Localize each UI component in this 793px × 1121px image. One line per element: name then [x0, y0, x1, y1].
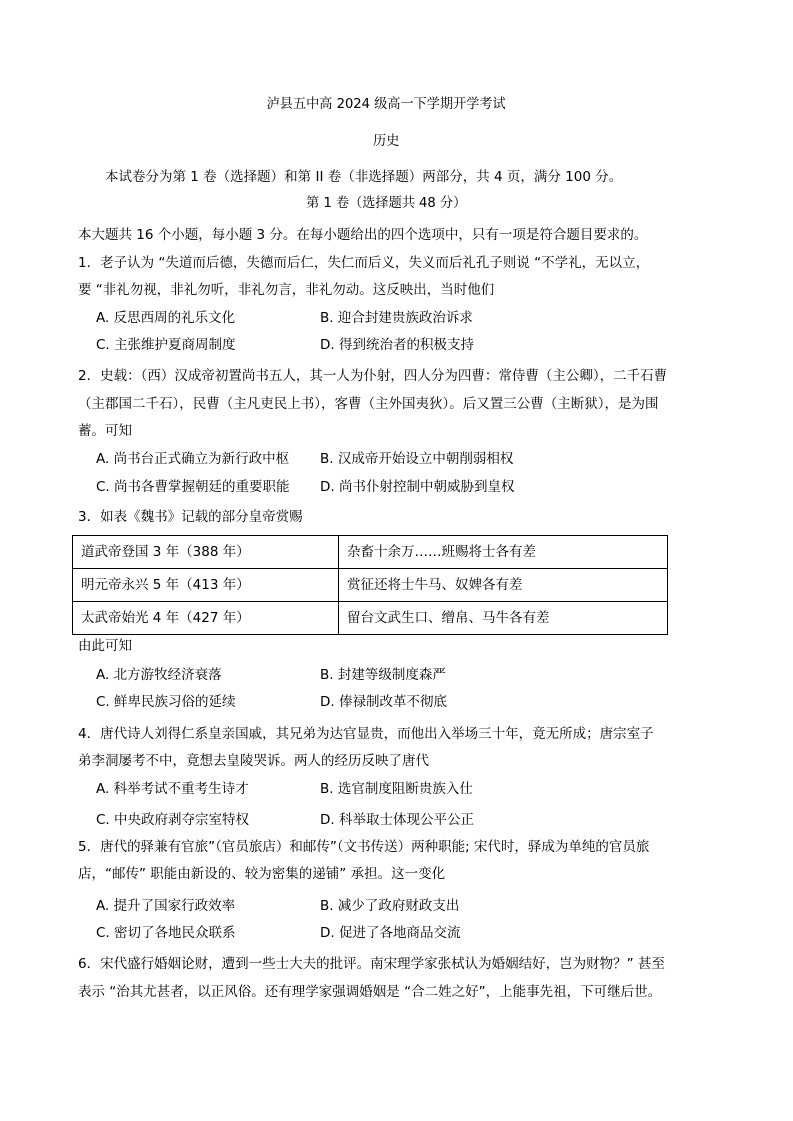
question-4-option-c[interactable]: C. 中央政府剥夺宗室特权	[96, 812, 250, 828]
question-6-line-2: 表示 “治其尤甚者，以正风俗。还有理学家强调婚姻是 “合二姓之好”，上能事先祖，下可继后世。	[78, 984, 662, 1000]
question-4-option-a[interactable]: A. 科举考试不重考生诗才	[96, 781, 249, 797]
question-4-option-d[interactable]: D. 科举取士体现公平公正	[320, 812, 474, 828]
exam-title: 泸县五中高 2024 级高一下学期开学考试	[266, 96, 506, 112]
question-1-line-1: 1．老子认为 “失道而后德，失德而后仁，失仁而后义，失义而后礼孔子则说 “不学礼，无以立，	[78, 255, 650, 271]
question-2-option-c[interactable]: C. 尚书各曹掌握朝廷的重要职能	[96, 479, 290, 495]
question-2-line-3: 蓄。可知	[78, 423, 132, 439]
table-cell: 杂畜十余万……班赐将士各有差	[339, 536, 668, 569]
exam-intro: 本试卷分为第 1 卷（选择题）和第 II 卷（非选择题）两部分，共 4 页，满分 100 分。	[105, 169, 623, 185]
question-3-option-d[interactable]: D. 俸禄制改革不彻底	[320, 694, 447, 710]
question-5-option-c[interactable]: C. 密切了各地民众联系	[96, 925, 236, 941]
question-5-option-b[interactable]: B. 减少了政府财政支出	[320, 898, 460, 914]
question-5-line-2: 店，“邮传” 职能由新设的、较为密集的递铺” 承担。这一变化	[78, 866, 446, 882]
question-5-option-a[interactable]: A. 提升了国家行政效率	[96, 898, 236, 914]
question-2-option-a[interactable]: A. 尚书台正式确立为新行政中枢	[96, 451, 290, 467]
question-5-option-d[interactable]: D. 促进了各地商品交流	[320, 925, 461, 941]
table-cell: 赏征还将士牛马、奴婢各有差	[339, 569, 668, 602]
question-2-line-2: （主郡国二千石），民曹（主凡吏民上书），客曹（主外国夷狄）。后又置三公曹（主断狱），是为围	[78, 396, 659, 412]
question-1-line-2: 要 “非礼勿视，非礼勿听，非礼勿言，非礼勿动。这反映出，当时他们	[78, 282, 495, 298]
table-cell: 太武帝始光 4 年（427 年）	[73, 602, 339, 635]
question-1-option-a[interactable]: A. 反思西周的礼乐文化	[96, 310, 236, 326]
question-3-table	[72, 535, 668, 635]
table-row	[73, 536, 668, 569]
question-4-line-1: 4．唐代诗人刘得仁系皇亲国戚，其兄弟为达官显贵，而他出入举场三十年，竟无所成；唐宗室子	[78, 726, 654, 742]
question-1-option-c[interactable]: C. 主张维护夏商周制度	[96, 337, 236, 353]
question-4-option-b[interactable]: B. 选官制度阻断贵族入仕	[320, 781, 473, 797]
question-1-option-b[interactable]: B. 迎合封建贵族政治诉求	[320, 310, 473, 326]
question-1-option-d[interactable]: D. 得到统治者的积极支持	[320, 337, 474, 353]
table-cell: 道武帝登国 3 年（388 年）	[73, 536, 339, 569]
section-title: 第 1 卷（选择题共 48 分）	[306, 195, 467, 211]
table-row	[73, 602, 668, 635]
table-row	[73, 569, 668, 602]
question-6-line-1: 6．宋代盛行婚姻论财，遭到一些士大夫的批评。南宋理学家张栻认为婚姻结好，岂为财物？” 甚至	[78, 956, 665, 972]
table-cell: 留台文武生口、缯帛、马牛各有差	[339, 602, 668, 635]
question-4-line-2: 弟李洞屡考不中，竟想去皇陵哭诉。两人的经历反映了唐代	[78, 753, 429, 769]
question-3-after-table: 由此可知	[78, 638, 132, 654]
subject-title: 历史	[373, 133, 400, 149]
question-2-line-1: 2．史载：（西）汉成帝初置尚书五人，其一人为仆射，四人分为四曹：常侍曹（主公卿），二千石曹	[78, 368, 668, 384]
question-3-option-a[interactable]: A. 北方游牧经济衰落	[96, 667, 222, 683]
question-3-option-c[interactable]: C. 鲜卑民族习俗的延续	[96, 694, 236, 710]
table-cell: 明元帝永兴 5 年（413 年）	[73, 569, 339, 602]
question-2-option-b[interactable]: B. 汉成帝开始设立中朝削弱相权	[320, 451, 514, 467]
question-3-option-b[interactable]: B. 封建等级制度森严	[320, 667, 446, 683]
section-instructions: 本大题共 16 个小题，每小题 3 分。在每小题给出的四个选项中，只有一项是符合题目要求的。	[78, 227, 648, 243]
question-2-option-d[interactable]: D. 尚书仆射控制中朝威胁到皇权	[320, 479, 515, 495]
question-5-line-1: 5．唐代的驿兼有官旅”（官员旅店）和邮传”（文书传送）两种职能; 宋代时，驿成为单纯的官员旅	[78, 839, 650, 855]
question-3-line-1: 3．如表《魏书》记载的部分皇帝赏赐	[78, 509, 303, 525]
